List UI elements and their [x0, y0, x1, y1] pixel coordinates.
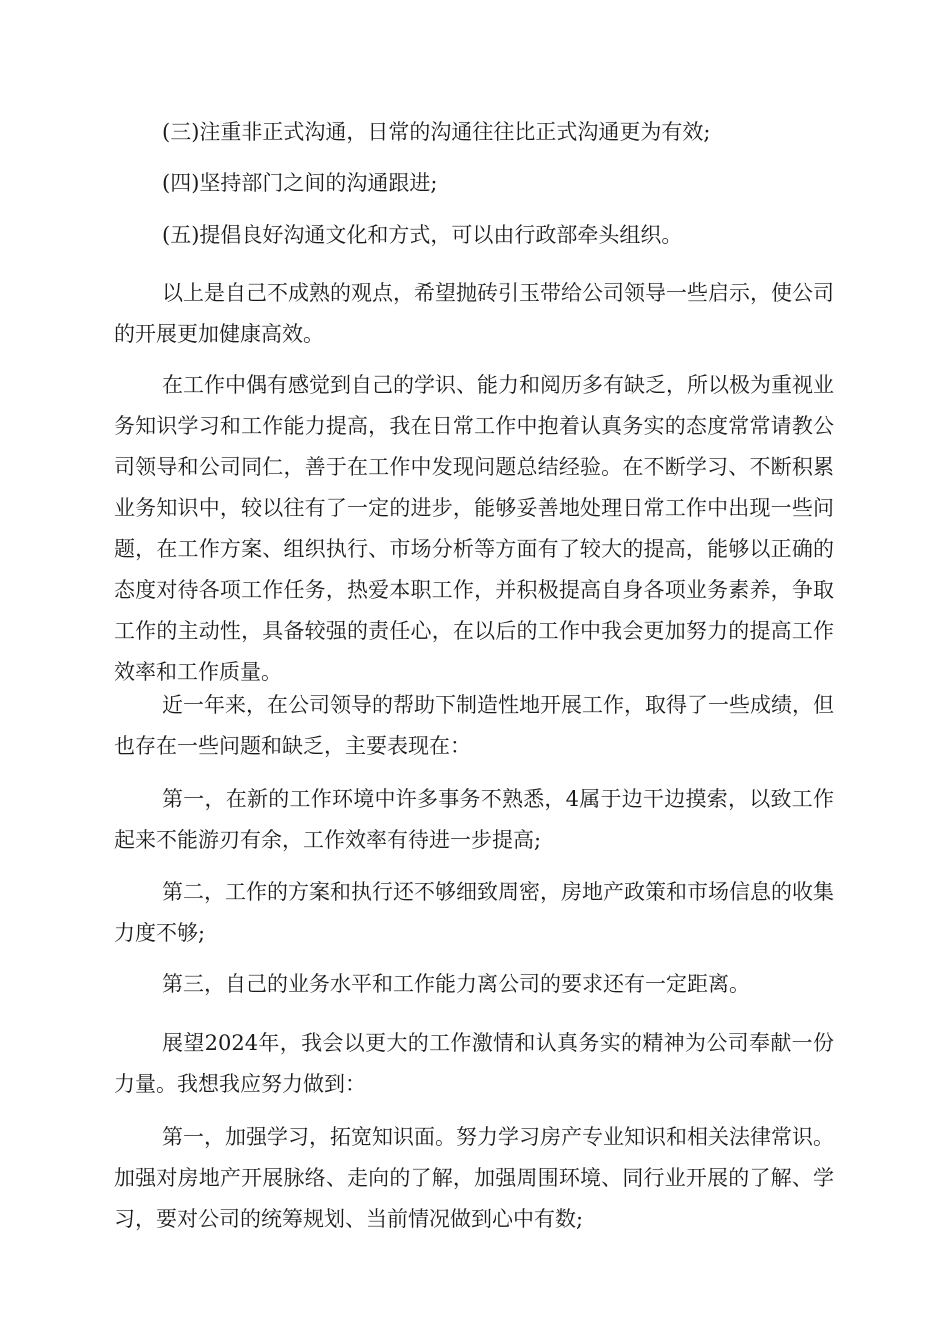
paragraph-11: 第一，加强学习，拓宽知识面。努力学习房产专业知识和相关法律常识。加强对房地产开展脉络、走向的了解，加强周围环境、同行业开展的了解、学习，要对公司的统筹规划、当前情况做到心中有数;	[114, 1125, 834, 1231]
paragraph-2: (四)坚持部门之间的沟通跟进;	[162, 171, 438, 195]
paragraph-9: 第三，自己的业务水平和工作能力离公司的要求还有一定距离。	[162, 972, 750, 996]
paragraph-1: (三)注重非正式沟通，日常的沟通往往比正式沟通更为有效;	[162, 120, 711, 144]
paragraph-3: (五)提倡良好沟通文化和方式，可以由行政部牵头组织。	[162, 223, 683, 247]
paragraph-8: 第二，工作的方案和执行还不够细致周密，房地产政策和市场信息的收集力度不够;	[114, 880, 834, 945]
paragraph-5: 在工作中偶有感觉到自己的学识、能力和阅历多有缺乏，所以极为重视业务知识学习和工作能力提高，我在日常工作中抱着认真务实的态度常常请教公司领导和公司同仁，善于在工作中发现问题总结经验。在不断学习、不断积累业务知识中，较以往有了一定的进步，能够妥善地处理日常工作中出现一些问题，在工作方案、组织执行、市场分析等方面有了较大的提高，能够以正确的态度对待各项工作任务，热爱本职工作，并积极提高自身各项业务素养，争取工作的主动性，具备较强的责任心，在以后的工作中我会更加努力的提高工作效率和工作质量。	[114, 373, 834, 684]
paragraph-6: 近一年来，在公司领导的帮助下制造性地开展工作，取得了一些成绩，但也存在一些问题和缺乏，主要表现在：	[114, 693, 834, 758]
paragraph-10: 展望2024年，我会以更大的工作激情和认真务实的精神为公司奉献一份力量。我想我应努力做到：	[114, 1031, 834, 1096]
paragraph-4: 以上是自己不成熟的观点，希望抛砖引玉带给公司领导一些启示，使公司的开展更加健康高效。	[114, 281, 834, 346]
paragraph-7: 第一，在新的工作环境中许多事务不熟悉，4属于边干边摸索，以致工作起来不能游刃有余，工作效率有待进一步提高;	[114, 787, 834, 852]
